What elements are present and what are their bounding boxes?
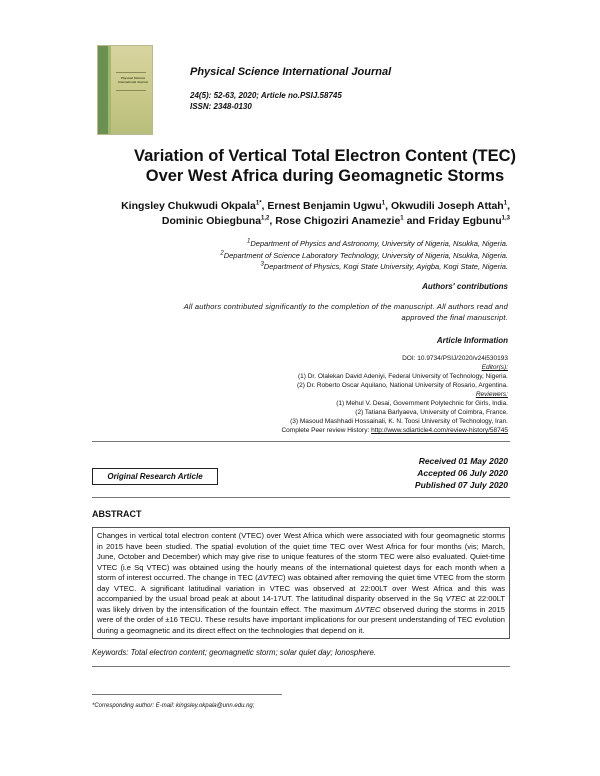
abstract-segment: Changes in vertical total electron content (VTEC) over West Africa which were associated with four geomagnetic storms in 2015 have been studied. The spatial evolution of the quiet time TEC over West Africa for four months (vis; March, June, October and December) which may give rise to unique features of the storm TEC were also evaluated. Quiet-time VTEC (i.e Sq VTEC) was obtained using the hourly means of the international quietest days for each month when a storm of interest occurred. The change in TEC ( [97, 531, 505, 582]
contributions-line: approved the final manuscript. [401, 313, 508, 322]
abstract-segment: at 22:00LT was likely driven by the intensification of the fountain effect. The maximum [97, 594, 506, 614]
peer-review-label: Complete Peer review History: [281, 427, 370, 434]
affiliation-text: Department of Physics, Kogi State University, Ayigba, Kogi State, Nigeria. [263, 262, 508, 271]
reviewer-entry: (3) Masoud Mashhadi Hossainali, K. N. Toosi University of Technology, Iran. [290, 418, 508, 425]
author-sup: 1 [400, 215, 404, 222]
section-divider [92, 666, 510, 667]
date-published: Published 07 July 2020 [414, 480, 508, 490]
affiliation-sup: 1 [247, 238, 251, 245]
article-type-badge: Original Research Article [92, 468, 218, 485]
paper-title-line-1: Variation of Vertical Total Electron Content (TEC) [134, 147, 516, 165]
journal-meta [190, 90, 342, 112]
author-sup: 1 [381, 200, 386, 207]
affiliation-sup: 3 [260, 261, 264, 268]
editor-entry: (2) Dr. Roberto Oscar Aquilano, National University of Rosario, Argentina. [297, 382, 508, 389]
date-received: Received 01 May 2020 [418, 456, 508, 466]
reviewer-entry: (1) Mehul V. Desai, Government Polytechnic for Girls, India. [336, 400, 508, 407]
corresponding-author: *Corresponding author: E-mail: kingsley.okpala@unn.edu.ng; [92, 703, 255, 709]
contributions-text [68, 301, 508, 323]
author-list: Kingsley Chukwudi Okpala$^{1*}$, Ernest Benjamin Ugwu$^1$, Okwudili Joseph Attah$^1$, Dominic Obiegbuna$^{1,2}$, Rose Chigoziri Anamezie$^1$ and Friday Egbunu$^{1,3}$ [121, 200, 510, 227]
section-divider [92, 441, 510, 442]
abstract-symbol: VTEC [445, 594, 466, 603]
cover-title: Physical Science International Journal [118, 76, 148, 84]
author-sup: 1,2 [261, 215, 270, 222]
contributions-heading: Authors' contributions [422, 282, 508, 291]
footnote-divider [92, 694, 282, 695]
contributions-line: All authors contributed significantly to the completion of the manuscript. All authors read and [183, 302, 508, 311]
article-info-heading: Article Information [436, 336, 508, 345]
author-name: Kingsley Chukwudi Okpala [121, 200, 256, 212]
date-accepted: Accepted 06 July 2020 [417, 468, 508, 478]
author-sup: 1 [503, 200, 508, 207]
author-name: Okwudili Joseph Attah [390, 200, 504, 212]
peer-review-history [48, 426, 508, 435]
author-sup: 1,3 [501, 215, 510, 222]
abstract-heading: ABSTRACT [92, 509, 142, 519]
section-divider [92, 497, 510, 498]
keywords: Keywords: Total electron content; geomagnetic storm; solar quiet day; Ionosphere. [92, 648, 377, 657]
doi: DOI: 10.9734/PSIJ/2020/v24i530193 [402, 355, 508, 362]
editor-entry: (1) Dr. Olalekan David Adeniyi, Federal University of Technology, Nigeria. [297, 373, 508, 380]
publication-dates [415, 455, 508, 491]
abstract-segment: observed during the storms in 2015 were of the order of ±16 TECU. These results have important implications for our present understanding of TEC evolution during a geomagnetic and its direct effect on the technologies that depend on it. [97, 604, 505, 635]
paper-title [60, 146, 590, 186]
affiliation-sup: 2 [220, 250, 224, 256]
abstract-symbol: ΔVTEC [355, 604, 381, 614]
author-name: Ernest Benjamin Ugwu [267, 200, 382, 212]
abstract-segment: ) was obtained after removing the quiet time VTEC from the storm day VTEC. A significant latitudinal variation in VTEC was observed at 22:00LT over West Africa and this was accompanied by the usual broad peak at about 14-17UT. The latitudinal disparity observed in the Sq [97, 573, 505, 603]
journal-issn: ISSN: 2348-0130 [190, 102, 252, 111]
reviewer-entry: (2) Tatiana Barlyaeva, University of Coimbra, France. [355, 409, 508, 416]
affiliation-text: Department of Science Laboratory Technology, University of Nigeria, Nsukka, Nigeria. [223, 250, 508, 260]
affiliation [28, 238, 508, 250]
author-name: Rose Chigoziri Anamezie [275, 215, 401, 227]
journal-name: Physical Science International Journal [190, 66, 392, 78]
affiliation [28, 261, 508, 273]
abstract-symbol: ΔVTEC [257, 573, 284, 582]
affiliation-text: Department of Physics and Astronomy, University of Nigeria, Nsukka, Nigeria. [250, 239, 508, 248]
affiliation [28, 250, 508, 262]
author-name: Dominic Obiegbuna [161, 215, 262, 227]
journal-volume: 24(5): 52-63, 2020; Article no.PSIJ.58745 [190, 91, 342, 100]
paper-title-line-2: Over West Africa during Geomagnetic Storms [145, 167, 505, 185]
author-name: Friday Egbunu [428, 215, 502, 227]
peer-review-link[interactable]: http://www.sdiarticle4.com/review-history/58745 [371, 427, 508, 434]
affiliation-list [28, 238, 508, 273]
article-info [48, 354, 508, 435]
editors-label: Editor(s): [481, 364, 508, 371]
journal-cover-image [97, 45, 153, 135]
reviewers-label: Reviewers: [475, 391, 508, 398]
author-sup: 1* [255, 200, 262, 207]
author-conjunction: and [406, 215, 426, 227]
abstract-text [92, 527, 510, 639]
